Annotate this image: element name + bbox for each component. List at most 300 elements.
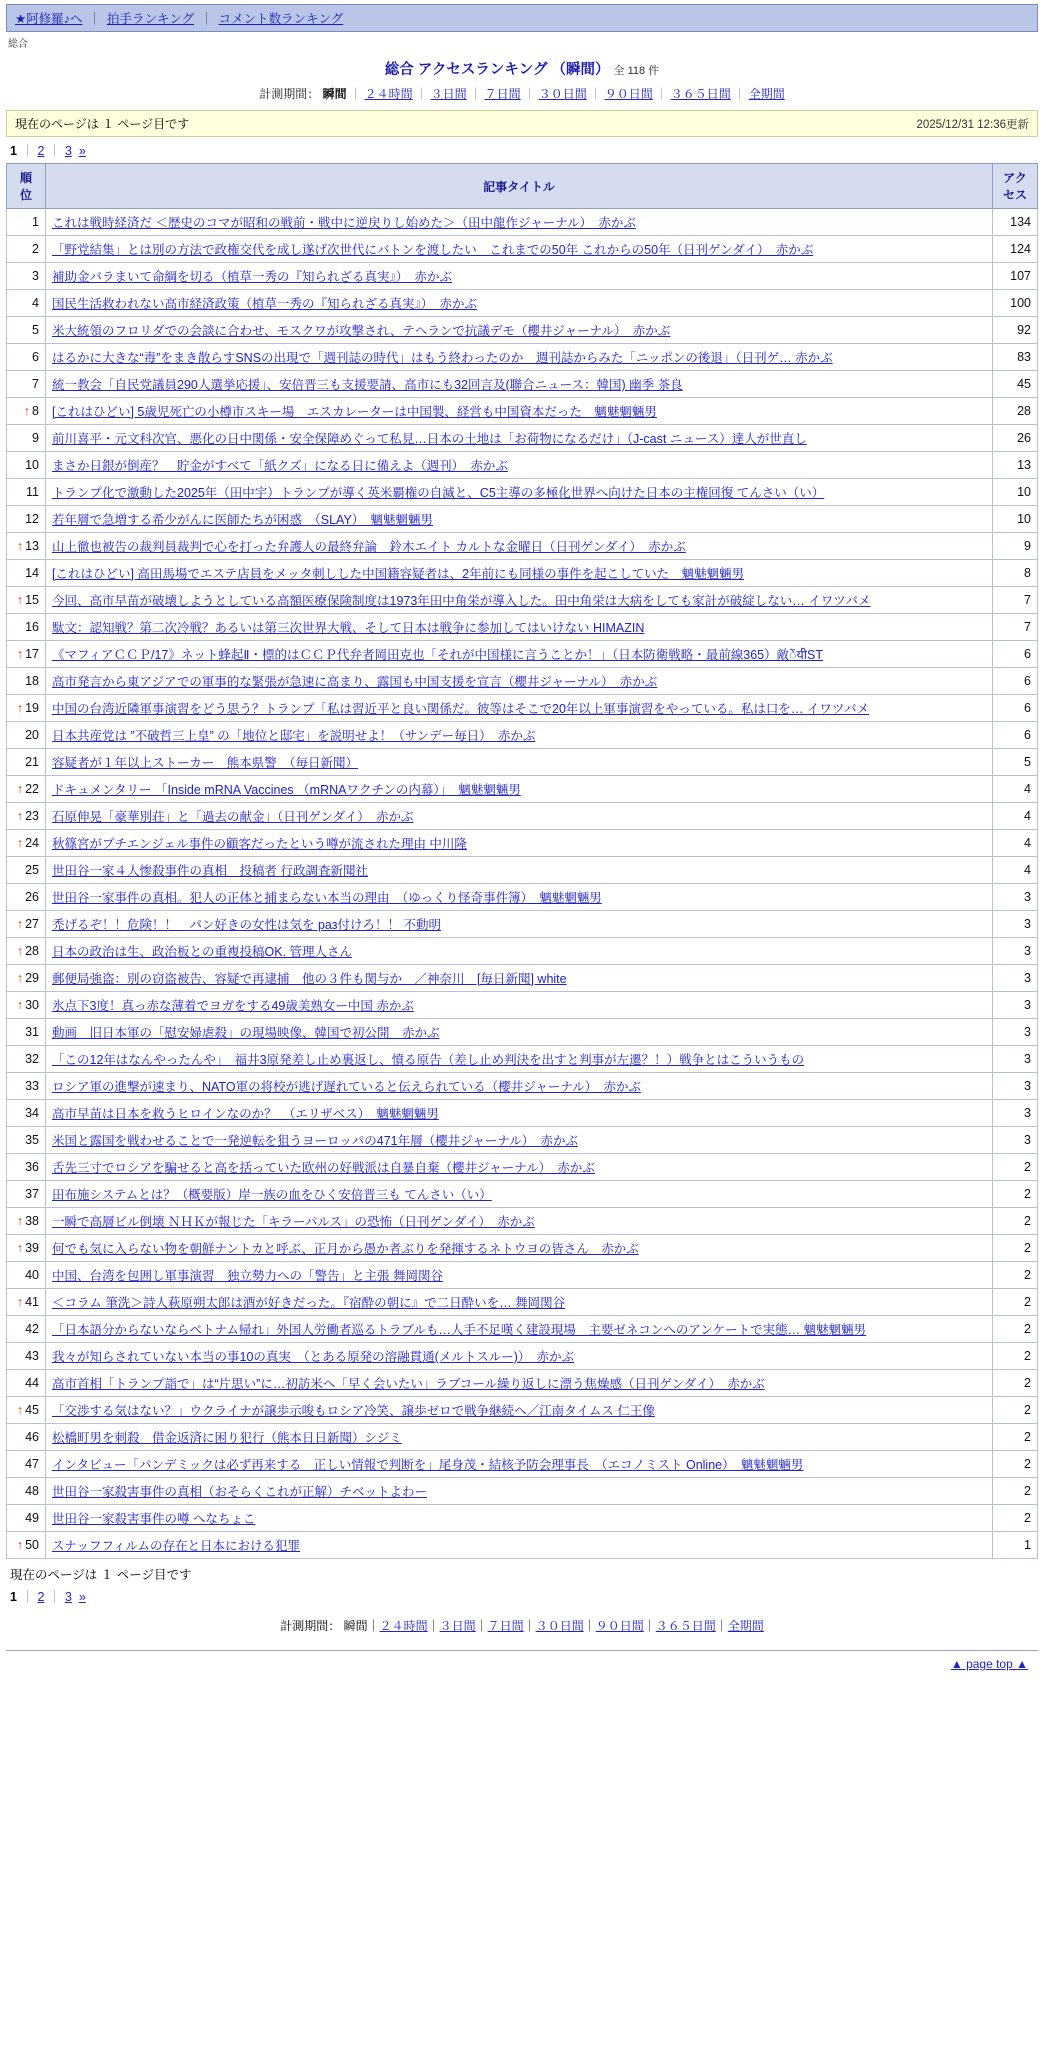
article-link[interactable]: 中国、台湾を包囲し軍事演習 独立勢力への「警告」と主張 舞岡関谷 (52, 1269, 443, 1283)
access-count-cell: 4 (993, 857, 1038, 884)
last-updated: 2025/12/31 12:36更新 (916, 118, 1029, 131)
rank-cell (7, 506, 46, 533)
table-header-row (7, 164, 1038, 209)
rank-cell (7, 668, 46, 695)
rank-number: 9 (32, 431, 39, 445)
page-link-3-bottom[interactable]: 3 (64, 1590, 72, 1604)
period-option-365d-bottom[interactable]: ３６５日間 (655, 1619, 716, 1633)
rank-number: 8 (32, 404, 39, 418)
table-row (7, 1181, 1038, 1208)
period-option-all-bottom[interactable]: 全期間 (727, 1619, 764, 1633)
title-cell (46, 344, 993, 371)
rank-number: 10 (25, 458, 39, 472)
article-link[interactable]: 世田谷一家４人惨殺事件の真相 投稿者 行政調査新聞社 (52, 864, 368, 878)
article-link[interactable]: 一瞬で高層ビル倒壊 ＮＨＫが報じた「キラーパルス」の恐怖（日刊ゲンダイ） 赤かぶ (52, 1215, 535, 1229)
access-count-cell: 4 (993, 830, 1038, 857)
article-link[interactable]: インタビュー「パンデミックは必ず再来する 正しい情報で判断を」尾身茂・結核予防会理事長 （エコノミスト Online） 魑魅魍魎男 (52, 1458, 804, 1472)
table-row (7, 506, 1038, 533)
rank-cell (7, 857, 46, 884)
article-link[interactable]: 今回、高市早苗が破壊しようとしている高額医療保険制度は1973年田中角栄が導入した。田中角栄は大病をしても家計が破綻しない… イワツバメ (52, 594, 871, 608)
table-row (7, 965, 1038, 992)
access-count-cell: 3 (993, 911, 1038, 938)
page-link-2-bottom[interactable]: 2 (37, 1590, 45, 1604)
rank-cell (7, 1397, 46, 1424)
period-option-instant-bottom[interactable]: 瞬間 (343, 1619, 368, 1633)
article-link[interactable]: 統一教会「自民党議員290人選挙応援」、安倍晋三も支援要請、高市にも32回言及(聯合ニュース：韓国) 幽季 茶良 (52, 378, 683, 392)
rank-number: 43 (25, 1349, 39, 1363)
rank-number: 34 (25, 1106, 39, 1120)
table-row (7, 1532, 1038, 1559)
access-count-cell: 2 (993, 1316, 1038, 1343)
column-header-rank-line2: 位 (19, 188, 32, 202)
rank-number: 18 (25, 674, 39, 688)
title-cell (46, 1019, 993, 1046)
article-link[interactable]: 《マフィアＣＣＰ/17》ネット蜂起Ⅱ・標的はＣＣＰ代弁者岡田克也「それが中国様に言うことか！」（日本防衛戦略・最前線365）敵ेंयीST (52, 648, 824, 662)
title-cell (46, 1181, 993, 1208)
title-cell (46, 938, 993, 965)
rank-cell (7, 641, 46, 668)
article-link[interactable]: 「日本語分からないならベトナム帰れ」外国人労働者巡るトラブルも…人手不足嘆く建設現場 主要ゼネコンへのアンケートで実態… 魑魅魍魎男 (52, 1323, 867, 1337)
period-label-top: 計測期間： (259, 87, 320, 101)
rank-number: 41 (25, 1295, 39, 1309)
column-header-access-line1: アク (1003, 171, 1027, 185)
article-link[interactable]: 前川喜平・元文科次官、悪化の日中関係・安全保障めぐって私見…日本の土地は「お荷物になるだけ」（J-cast ニュース）達人が世直し (52, 432, 807, 446)
table-row (7, 317, 1038, 344)
rank-cell (7, 992, 46, 1019)
title-cell (46, 1424, 993, 1451)
table-row (7, 1208, 1038, 1235)
rank-up-icon: ↑ (16, 1538, 24, 1552)
access-count-cell: 2 (993, 1478, 1038, 1505)
title-cell (46, 776, 993, 803)
article-link[interactable]: 禿げるぞ！！危険！！ パン好きの女性は気を раз付けろ！！ 不動明 (52, 918, 441, 932)
access-count-cell: 10 (993, 506, 1038, 533)
article-link[interactable]: 山上徹也被告の裁判員裁判で心を打った弁護人の最終弁論 鈴木エイト カルトな金曜日（日刊ゲンダイ） 赤かぶ (52, 540, 686, 554)
access-count-cell: 2 (993, 1424, 1038, 1451)
period-option-7d-bottom[interactable]: ７日間 (487, 1619, 524, 1633)
access-count-cell: 8 (993, 560, 1038, 587)
rank-number: 30 (25, 998, 39, 1012)
access-count-cell: 2 (993, 1289, 1038, 1316)
article-link[interactable]: 松橋町男を刺殺 借金返済に困り犯行（熊本日日新聞）シジミ (52, 1431, 402, 1445)
table-row (7, 452, 1038, 479)
period-option-24h-top[interactable]: ２４時間 (364, 87, 413, 101)
rank-number: 3 (32, 269, 39, 283)
rank-up-icon: ↑ (16, 998, 24, 1012)
rank-cell (7, 1100, 46, 1127)
title-cell (46, 1505, 993, 1532)
table-row (7, 533, 1038, 560)
access-count-cell: 4 (993, 776, 1038, 803)
article-link[interactable]: 若年層で急増する希少がんに医師たちが困惑 （SLAY） 魑魅魍魎男 (52, 513, 434, 527)
rank-number: 47 (25, 1457, 39, 1471)
access-count-cell: 2 (993, 1262, 1038, 1289)
article-link[interactable]: 駄文：認知戦？第二次冷戦？あるいは第三次世界大戦、そして日本は戦争に参加してはいけない HIMAZIN (52, 621, 645, 635)
rank-up-icon: ↑ (16, 701, 24, 715)
title-cell (46, 1532, 993, 1559)
article-link[interactable]: [これはひどい] 5歳児死亡の小樽市スキー場 エスカレーターは中国製、経営も中国資本だった 魑魅魍魎男 (52, 405, 657, 419)
title-cell (46, 1235, 993, 1262)
access-count-cell: 3 (993, 992, 1038, 1019)
article-link[interactable]: 「野党結集」とは別の方法で政権交代を成し遂げ次世代にバトンを渡したい これまでの50年 これからの50年（日刊ゲンダイ） 赤かぶ (52, 243, 814, 257)
title-cell (46, 1127, 993, 1154)
rank-cell (7, 1235, 46, 1262)
rank-number: 38 (25, 1214, 39, 1228)
rank-cell (7, 1127, 46, 1154)
rank-number: 6 (32, 350, 39, 364)
rank-cell (7, 1424, 46, 1451)
access-count-cell: 6 (993, 641, 1038, 668)
rank-cell (7, 263, 46, 290)
page-title (0, 58, 1044, 79)
rank-cell (7, 1181, 46, 1208)
table-row (7, 1046, 1038, 1073)
rank-cell (7, 1505, 46, 1532)
rank-number: 11 (26, 485, 39, 499)
rank-number: 29 (25, 971, 39, 985)
table-row (7, 1019, 1038, 1046)
rank-up-icon: ↑ (16, 809, 24, 823)
rank-number: 16 (25, 620, 39, 634)
title-cell (46, 209, 993, 236)
rank-number: 14 (25, 566, 39, 580)
access-count-cell: 3 (993, 965, 1038, 992)
page-top-bar (6, 1650, 1038, 1681)
title-cell (46, 1073, 993, 1100)
period-bar-4: ｜ (523, 87, 536, 101)
title-cell (46, 452, 993, 479)
article-link[interactable]: 国民生活救われない高市経済政策（植草一秀の『知られざる真実』） 赤かぶ (52, 297, 478, 311)
page-root (0, 4, 1044, 1681)
article-link[interactable]: 氷点下3度！真っ赤な薄着でヨガをする49歳美熟女ー中国 赤かぶ (52, 999, 414, 1013)
access-count-cell: 134 (993, 209, 1038, 236)
article-link[interactable]: 「この12年はなんやったんや」 福井3原発差し止め裏返し、憤る原告（差し止め判決を出すと判事が左遷？！）戦争とはこういうもの (52, 1053, 805, 1067)
period-label-bottom: 計測期間： (280, 1619, 341, 1633)
nav-link-applause-ranking[interactable]: 拍手ランキング (106, 12, 195, 26)
article-link[interactable]: 田布施システムとは？（概要版）岸一族の血をひく安倍晋三も てんさい（い） (52, 1188, 492, 1202)
access-count-cell: 2 (993, 1154, 1038, 1181)
page-title-text: 総合 アクセスランキング （瞬間） (384, 62, 610, 78)
table-row (7, 1100, 1038, 1127)
rank-number: 1 (32, 215, 39, 229)
article-link[interactable]: [これはひどい] 高田馬場でエステ店員をメッタ刺しした中国籍容疑者は、2年前にも同様の事件を起こしていた 魑魅魍魎男 (52, 567, 745, 581)
pagination-bottom-status (10, 1565, 1044, 1583)
period-option-3d-top[interactable]: ３日間 (430, 87, 467, 101)
article-link[interactable]: 高市早苗は日本を救うヒロインなのか？ （エリザベス） 魑魅魍魎男 (52, 1107, 439, 1121)
nav-separator-2: ｜ (200, 12, 213, 26)
rank-number: 7 (32, 377, 39, 391)
rank-number: 13 (25, 539, 39, 553)
title-cell (46, 1289, 993, 1316)
rank-number: 48 (25, 1484, 39, 1498)
breadcrumb: 総合 (8, 39, 28, 50)
title-cell (46, 992, 993, 1019)
rank-cell (7, 290, 46, 317)
rank-cell (7, 398, 46, 425)
rank-cell (7, 209, 46, 236)
table-row (7, 560, 1038, 587)
access-count-cell: 100 (993, 290, 1038, 317)
page-next-bottom[interactable]: » (78, 1590, 86, 1604)
rank-up-icon: ↑ (16, 1295, 24, 1309)
article-link[interactable]: 「交渉する気はない？」ウクライナが譲歩示唆もロシア冷笑、譲歩ゼロで戦争継続へ／江南タイムス 仁王像 (52, 1404, 655, 1418)
article-link[interactable]: まさか日銀が倒産？ 貯金がすべて「紙クズ」になる日に備えよ（週刊） 赤かぶ (52, 459, 508, 473)
article-link[interactable]: 動画 旧日本軍の「慰安婦虐殺」の現場映像、韓国で初公開 赤かぶ (52, 1026, 440, 1040)
period-option-3d-bottom[interactable]: ３日間 (439, 1619, 476, 1633)
page-next-top[interactable]: » (78, 144, 86, 158)
access-count-cell: 9 (993, 533, 1038, 560)
table-row (7, 857, 1038, 884)
table-row (7, 398, 1038, 425)
access-count-cell: 28 (993, 398, 1038, 425)
rank-up-icon: ↑ (16, 1403, 24, 1417)
ranking-table-body (7, 209, 1038, 1559)
rank-cell (7, 722, 46, 749)
nav-link-home[interactable]: ★阿修羅♪へ (15, 12, 83, 26)
article-link[interactable]: 高市発言から東アジアでの軍事的な緊張が急速に高まり、露国も中国支援を宣言（櫻井ジャーナル） 赤かぶ (52, 675, 658, 689)
title-cell (46, 587, 993, 614)
column-header-rank (7, 164, 46, 209)
table-row (7, 830, 1038, 857)
article-link[interactable]: 中国の台湾近隣軍事演習をどう思う？トランプ「私は習近平と良い関係だ。彼等はそこで20年以上軍事演習をやっている。私は口を… イワツバメ (52, 702, 870, 716)
access-count-cell: 2 (993, 1208, 1038, 1235)
table-row (7, 1154, 1038, 1181)
rank-cell (7, 1046, 46, 1073)
article-link[interactable]: 日本共産党は ”不破哲三上皇” の「地位と邸宅」を説明せよ！（サンデー毎日） 赤かぶ (52, 729, 536, 743)
article-link[interactable]: 米大統領のフロリダでの会談に合わせ、モスクワが攻撃され、テヘランで抗議デモ（櫻井ジャーナル） 赤かぶ (52, 324, 671, 338)
title-cell (46, 317, 993, 344)
table-row (7, 236, 1038, 263)
title-cell (46, 1262, 993, 1289)
pager-bar-b1: ｜ (20, 1590, 34, 1604)
title-cell (46, 1451, 993, 1478)
table-row (7, 344, 1038, 371)
rank-number: 17 (25, 647, 39, 661)
rank-cell (7, 560, 46, 587)
article-link[interactable]: 世田谷一家殺害事件の噂 へなちょこ (52, 1512, 256, 1526)
rank-up-icon: ↑ (23, 404, 31, 418)
period-option-365d-top[interactable]: ３６５日間 (670, 87, 731, 101)
rank-up-icon: ↑ (16, 647, 24, 661)
table-row (7, 749, 1038, 776)
title-cell (46, 1046, 993, 1073)
access-count-cell: 13 (993, 452, 1038, 479)
page-top-link[interactable]: ▲ page top ▲ (950, 1657, 1028, 1671)
table-row (7, 1316, 1038, 1343)
rank-up-icon: ↑ (16, 782, 24, 796)
pager-bar-1: ｜ (20, 144, 34, 158)
table-row (7, 722, 1038, 749)
article-link[interactable]: ロシア軍の進撃が速まり、NATO軍の将校が逃げ遅れていると伝えられている（櫻井ジャーナル） 赤かぶ (52, 1080, 641, 1094)
rank-up-icon: ↑ (16, 1214, 24, 1228)
rank-cell (7, 1019, 46, 1046)
rank-cell (7, 1262, 46, 1289)
period-bar-b6: ｜ (643, 1619, 656, 1633)
rank-up-icon: ↑ (16, 1241, 24, 1255)
article-link[interactable]: 我々が知らされていない本当の事10の真実 （とある原発の溶融貫通(メルトスルー)） 赤かぶ (52, 1350, 575, 1364)
rank-up-icon: ↑ (16, 917, 24, 931)
title-cell (46, 1316, 993, 1343)
period-option-90d-top[interactable]: ９０日間 (604, 87, 653, 101)
current-page-status: 現在のページは １ ページ目です (15, 117, 190, 131)
rank-number: 45 (25, 1403, 39, 1417)
rank-number: 40 (25, 1268, 39, 1282)
rank-up-icon: ↑ (16, 836, 24, 850)
rank-cell (7, 1289, 46, 1316)
rank-cell (7, 1316, 46, 1343)
period-option-30d-top[interactable]: ３０日間 (538, 87, 587, 101)
article-link[interactable]: これは戦時経済だ ＜歴史のコマが昭和の戦前・戦中に逆戻りし始めた＞（田中龍作ジャーナル） 赤かぶ (52, 216, 636, 230)
table-row (7, 614, 1038, 641)
table-row (7, 1235, 1038, 1262)
rank-number: 21 (25, 755, 39, 769)
rank-cell (7, 533, 46, 560)
article-link[interactable]: 米国と露国を戦わせることで一発逆転を狙うヨーロッパの471年層（櫻井ジャーナル） 赤かぶ (52, 1134, 578, 1148)
period-bar-6: ｜ (655, 87, 668, 101)
table-row (7, 1370, 1038, 1397)
article-link[interactable]: はるかに大きな“毒”をまき散らすSNSの出現で「週刊誌の時代」はもう終わったのか 週刊誌からみた「ニッポンの後退」（日刊ゲ… 赤かぶ (52, 351, 833, 365)
title-cell (46, 857, 993, 884)
title-cell (46, 911, 993, 938)
rank-number: 22 (25, 782, 39, 796)
period-option-instant-top[interactable]: 瞬間 (322, 87, 347, 101)
title-cell (46, 533, 993, 560)
rank-cell (7, 830, 46, 857)
title-cell (46, 236, 993, 263)
nav-separator-1: ｜ (88, 12, 101, 26)
rank-cell (7, 749, 46, 776)
table-row (7, 695, 1038, 722)
rank-cell (7, 479, 46, 506)
period-bar-b1: ｜ (367, 1619, 380, 1633)
rank-number: 37 (25, 1187, 39, 1201)
title-cell (46, 560, 993, 587)
column-header-access (993, 164, 1038, 209)
period-option-90d-bottom[interactable]: ９０日間 (595, 1619, 644, 1633)
title-cell (46, 1100, 993, 1127)
title-cell (46, 695, 993, 722)
table-row (7, 1343, 1038, 1370)
table-row (7, 479, 1038, 506)
article-link[interactable]: 日本の政治は生、政治板との重複投稿OK. 管理人さん (52, 945, 353, 959)
article-link[interactable]: 世田谷一家殺害事件の真相（おそらくこれが正解）チベットよわー (52, 1485, 428, 1499)
page-link-2-top[interactable]: 2 (37, 144, 45, 158)
rank-number: 12 (25, 512, 39, 526)
title-cell (46, 290, 993, 317)
article-link[interactable]: スナッフフィルムの存在と日本における犯罪 (52, 1539, 301, 1553)
title-cell (46, 749, 993, 776)
access-count-cell: 7 (993, 614, 1038, 641)
table-row (7, 641, 1038, 668)
access-count-cell: 4 (993, 803, 1038, 830)
title-cell (46, 641, 993, 668)
column-header-title: 記事タイトル (46, 164, 993, 209)
rank-number: 36 (25, 1160, 39, 1174)
rank-number: 20 (25, 728, 39, 742)
period-bar-1: ｜ (349, 87, 362, 101)
rank-cell (7, 1370, 46, 1397)
table-row (7, 1397, 1038, 1424)
article-link[interactable]: 郵便局強盗：別の窃盗被告、容疑で再逮捕 他の３件も関与か ／神奈川 [毎日新聞] white (52, 972, 567, 986)
article-link[interactable]: 秋篠宮がプチエンジェル事件の顧客だったという噂が流された理由 中川隆 (52, 837, 467, 851)
rank-number: 5 (32, 323, 39, 337)
table-row (7, 1451, 1038, 1478)
rank-number: 15 (25, 593, 39, 607)
title-cell (46, 398, 993, 425)
page-link-3-top[interactable]: 3 (64, 144, 72, 158)
article-link[interactable]: 補助金バラまいて命綱を切る（植草一秀の『知られざる真実』） 赤かぶ (52, 270, 453, 284)
title-cell (46, 1343, 993, 1370)
rank-number: 28 (25, 944, 39, 958)
period-bar-b2: ｜ (427, 1619, 440, 1633)
rank-number: 24 (25, 836, 39, 850)
access-count-cell: 3 (993, 938, 1038, 965)
nav-link-comment-ranking[interactable]: コメント数ランキング (218, 12, 344, 26)
rank-number: 25 (25, 863, 39, 877)
table-row (7, 587, 1038, 614)
page-link-1-top[interactable]: 1 (10, 144, 17, 158)
article-link[interactable]: 世田谷一家事件の真相。犯人の正体と捕まらない本当の理由 （ゆっくり怪奇事件簿） 魑魅魍魎男 (52, 891, 602, 905)
access-count-cell: 2 (993, 1397, 1038, 1424)
period-option-30d-bottom[interactable]: ３０日間 (535, 1619, 584, 1633)
title-cell (46, 425, 993, 452)
access-count-cell: 3 (993, 1073, 1038, 1100)
rank-number: 50 (25, 1538, 39, 1552)
rank-cell (7, 236, 46, 263)
access-count-cell: 2 (993, 1451, 1038, 1478)
access-count-cell: 5 (993, 749, 1038, 776)
article-link[interactable]: 何でも気に入らない物を朝鮮ナントカと呼ぶ、正月から愚か者ぶりを発揮するネトウヨの皆さん 赤かぶ (52, 1242, 639, 1256)
article-link[interactable]: トランプ化で激動した2025年（田中宇）トランプが導く英米覇権の自滅と、C5主導の多極化世界へ向けた日本の主権回復 てんさい（い） (52, 486, 825, 500)
access-count-cell: 3 (993, 1100, 1038, 1127)
article-link[interactable]: 高市首相「トランプ詣で」は“片思い”に…初訪米へ「早く会いたい」ラブコール繰り返しに漂う焦燥感（日刊ゲンダイ） 赤かぶ (52, 1377, 765, 1391)
title-cell (46, 1478, 993, 1505)
title-cell (46, 668, 993, 695)
rank-number: 4 (32, 296, 39, 310)
rank-cell (7, 425, 46, 452)
access-count-cell: 10 (993, 479, 1038, 506)
article-link[interactable]: ドキュメンタリー 「Inside mRNA Vaccines （mRNAワクチンの内幕）」 魑魅魍魎男 (52, 783, 521, 797)
rank-cell (7, 911, 46, 938)
title-cell (46, 722, 993, 749)
table-row (7, 425, 1038, 452)
article-link[interactable]: ＜コラム 筆洗＞詩人萩原朔太郎は酒が好きだった。『宿酔の朝に』で二日酔いを… 舞岡関谷 (52, 1296, 566, 1310)
access-count-cell: 83 (993, 344, 1038, 371)
table-row (7, 668, 1038, 695)
article-link[interactable]: 石原伸晃「豪華別荘」と「過去の献金」（日刊ゲンダイ） 赤かぶ (52, 810, 414, 824)
page-link-1-bottom[interactable]: 1 (10, 1590, 17, 1604)
period-option-7d-top[interactable]: ７日間 (484, 87, 521, 101)
rank-cell (7, 695, 46, 722)
title-cell (46, 1397, 993, 1424)
rank-up-icon: ↑ (16, 944, 24, 958)
rank-number: 42 (25, 1322, 39, 1336)
table-row (7, 1478, 1038, 1505)
period-bar-3: ｜ (469, 87, 482, 101)
rank-cell (7, 1532, 46, 1559)
access-count-cell: 2 (993, 1235, 1038, 1262)
rank-cell (7, 1154, 46, 1181)
article-link[interactable]: 舌先三寸でロシアを騙せると高を括っていた欧州の好戦派は自暴自棄（櫻井ジャーナル） 赤かぶ (52, 1161, 595, 1175)
period-option-all-top[interactable]: 全期間 (748, 87, 785, 101)
article-link[interactable]: 容疑者が１年以上ストーカー 熊本県警 （毎日新聞） (52, 756, 359, 770)
table-row (7, 1262, 1038, 1289)
period-bar-b3: ｜ (475, 1619, 488, 1633)
title-cell (46, 371, 993, 398)
period-option-24h-bottom[interactable]: ２４時間 (379, 1619, 428, 1633)
period-bar-2: ｜ (415, 87, 428, 101)
access-count-cell: 3 (993, 1019, 1038, 1046)
